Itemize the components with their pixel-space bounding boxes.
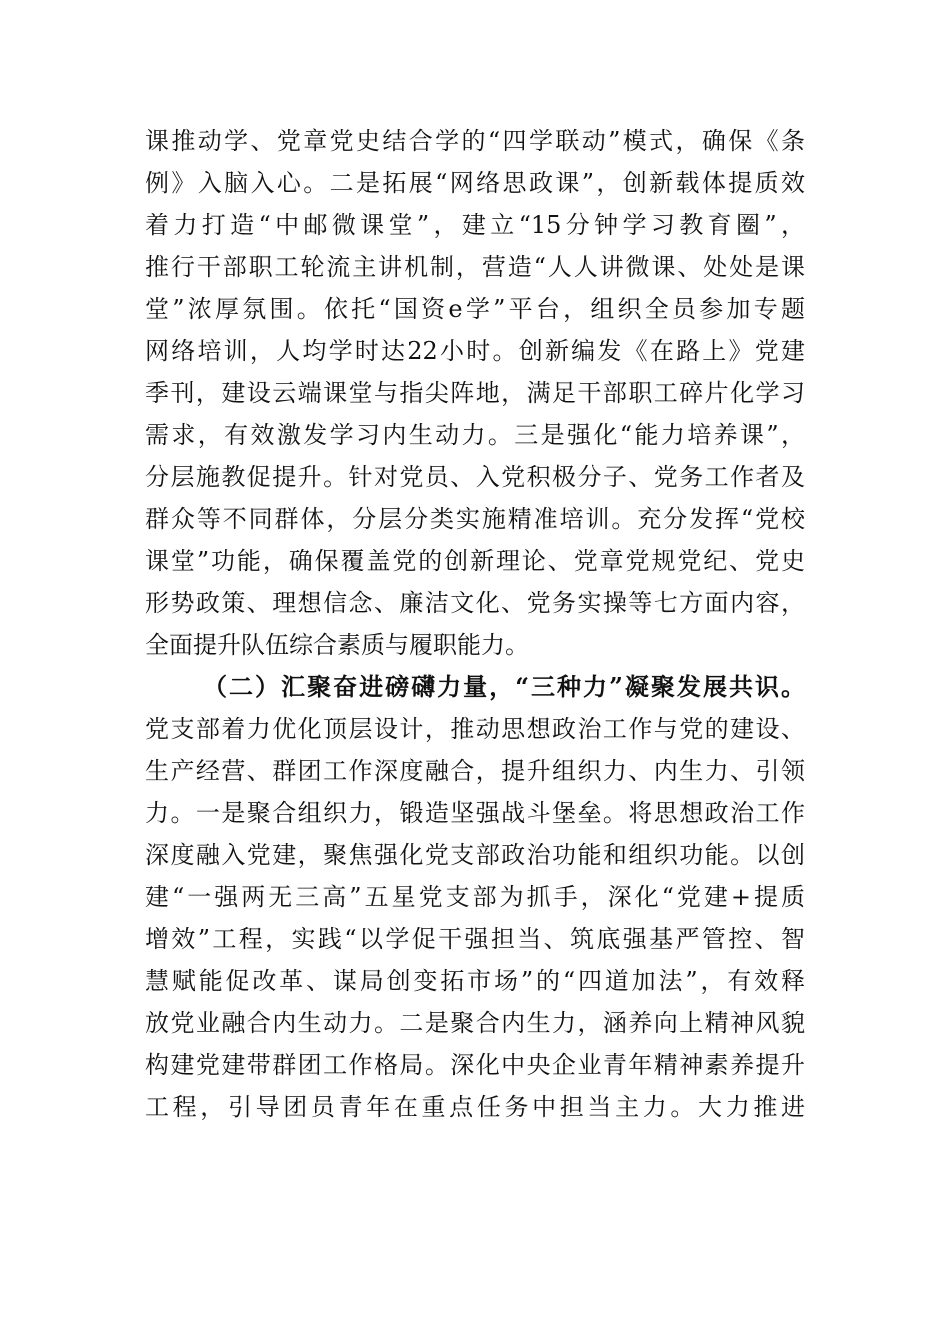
- text-line: 例》入脑入心。二是拓展“网络思政课”，创新载体提质效: [145, 169, 805, 197]
- text-line: 建“一强两无三高”五星党支部为抓手，深化“党建+提质: [145, 883, 805, 911]
- text-line: 放党业融合内生动力。二是聚合内生力，涵养向上精神风貌: [145, 1009, 805, 1037]
- text-line: 深度融入党建，聚焦强化党支部政治功能和组织功能。以创: [145, 841, 805, 869]
- text-line: 网络培训，人均学时达22小时。创新编发《在路上》党建: [145, 337, 805, 365]
- body-text: [145, 120, 805, 1128]
- paragraph-end-line: 全面提升队伍综合素质与履职能力。: [145, 631, 529, 659]
- text-line: 季刊，建设云端课堂与指尖阵地，满足干部职工碎片化学习: [145, 379, 805, 407]
- text-line: 党支部着力优化顶层设计，推动思想政治工作与党的建设、: [145, 715, 805, 743]
- text-line: 力。一是聚合组织力，锻造坚强战斗堡垒。将思想政治工作: [145, 799, 805, 827]
- section-heading: （二）汇聚奋进磅礴力量，“三种力”凝聚发展共识。: [203, 672, 805, 701]
- text-line: 分层施教促提升。针对党员、入党积极分子、党务工作者及: [145, 463, 805, 491]
- text-line: 增效”工程，实践“以学促干强担当、筑底强基严管控、智: [145, 925, 805, 953]
- text-line: 构建党建带群团工作格局。深化中央企业青年精神素养提升: [145, 1051, 805, 1079]
- text-line: 堂”浓厚氛围。依托“国资e学”平台，组织全员参加专题: [145, 295, 805, 323]
- text-line: 工程，引导团员青年在重点任务中担当主力。大力推进: [145, 1093, 805, 1121]
- text-line: 形势政策、理想信念、廉洁文化、党务实操等七方面内容，: [145, 589, 805, 617]
- text-line: 着力打造“中邮微课堂”，建立“15分钟学习教育圈”，: [145, 211, 805, 239]
- text-line: 群众等不同群体，分层分类实施精准培训。充分发挥“党校: [145, 505, 805, 533]
- text-line: 课堂”功能，确保覆盖党的创新理论、党章党规党纪、党史: [145, 547, 805, 575]
- text-line: 推行干部职工轮流主讲机制，营造“人人讲微课、处处是课: [145, 253, 805, 281]
- text-line: 慧赋能促改革、谋局创变拓市场”的“四道加法”，有效释: [145, 967, 805, 995]
- text-line: 需求，有效激发学习内生动力。三是强化“能力培养课”，: [145, 421, 805, 449]
- text-line: 生产经营、群团工作深度融合，提升组织力、内生力、引领: [145, 757, 805, 785]
- text-line: 课推动学、党章党史结合学的“四学联动”模式，确保《条: [145, 127, 805, 155]
